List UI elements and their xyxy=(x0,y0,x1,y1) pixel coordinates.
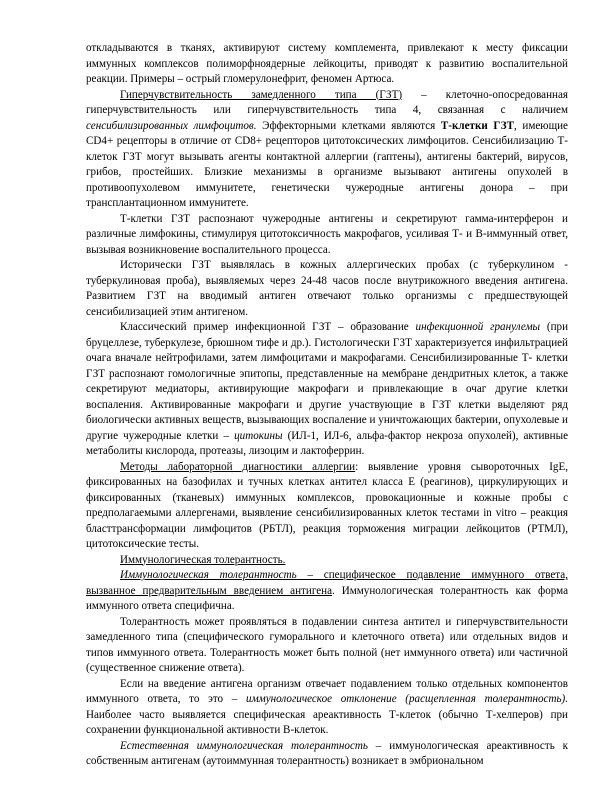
body-paragraph xyxy=(86,88,568,212)
body-paragraph xyxy=(86,739,568,770)
text-run: . Иммунологическая толерантность как форма иммунного ответа специфична. xyxy=(86,584,568,612)
text-run: иммунологическое отклонение (расщепленная толерантность). xyxy=(246,693,568,705)
body-paragraph xyxy=(86,258,568,320)
text-run: Иммунологическая толерантность. xyxy=(120,553,286,566)
text-run: цитокины xyxy=(234,429,283,442)
text-run: Исторически ГЗТ выявлялась в кожных аллергических пробах (с туберкулином - туберкулиновая проба), выявляемых через 24-48 часов после внутрикожного введения антигена. Развитием ГЗТ на вводимый антиген отвечают только организмы с предшествующей сенсибилизацией этим антигеном. xyxy=(86,259,568,318)
text-run: – специфическое подавление иммунного ответа, вызванное предварительным введением антигена xyxy=(86,569,568,597)
text-run: откладываются в тканях, активируют систему комплемента, привлекают к месту фиксации иммунных комплексов полиморфноядерные лейкоциты, приводят к развитию воспалительной реакции. Примеры – острый гломерулонефрит, феномен Артюса. xyxy=(86,42,568,85)
body-paragraph xyxy=(86,212,568,259)
text-run: Гиперчувствительность замедленного типа (ГЗТ) xyxy=(120,88,403,101)
text-run: сенсибилизированных лимфоцитов. xyxy=(86,119,257,132)
body-paragraph xyxy=(86,568,568,615)
text-run: Классический пример инфекционной ГЗТ – образование xyxy=(120,321,416,333)
text-run: , имеющие CD4+ рецепторы в отличие от CD8+ рецепторов цитотоксических лимфоцитов. Сенсибилизацию Т-клеток ГЗТ могут вызывать агенты контактной аллергии (гаптены), антигены бактерий, вирусов, грибов, простейших. Близкие механизмы в организме вызывают антигены опухолей в противоопухолевом иммунитете, генетически чужеродные антигены донора – при трансплантационном иммунитете. xyxy=(86,119,568,209)
body-paragraph xyxy=(86,41,568,88)
text-run: Т-клетки ГЗТ распознают чужеродные антигены и секретируют гамма-интерферон и различные лимфокины, стимулируя цитотоксичность макрофагов, усиливая Т- и В-иммунный ответ, вызывая возникновение воспалительного процесса. xyxy=(86,212,568,256)
text-run: Если на введение антигена организм отвечает подавлением только отдельных компонентов иммунного ответа, то это – xyxy=(86,677,568,705)
text-run: Естественная иммунологическая толерантность xyxy=(120,739,368,752)
text-run: Эффекторными клетками являются xyxy=(256,119,441,132)
document-page xyxy=(86,41,568,770)
text-run: Иммунологическая толерантность xyxy=(120,569,297,581)
text-run: Наиболее часто выявляется специфическая ареактивность Т-клеток (обычно Т-хелперов) при сохранении функциональной активности В-клеток. xyxy=(86,708,568,736)
body-paragraph xyxy=(86,460,568,553)
text-run: Т-клетки ГЗТ xyxy=(440,119,514,132)
text-run: : выявление уровня сывороточных IgE, фиксированных на базофилах и тучных клетках антител класса Е (реагинов), циркулирующих и фиксированных (тканевых) иммунных комплексов, провокационные и кожные пробы с предполагаемыми аллергенами, выявление сенсибилизированных клеток тестами in vitro – реакция бласттрансформации лимфоцитов (РБТЛ), реакция торможения миграции лейкоцитов (РТМЛ), цитотоксические тесты. xyxy=(86,460,568,550)
body-paragraph xyxy=(86,320,568,460)
body-paragraph xyxy=(86,553,568,569)
text-run: (при бруцеллезе, туберкулезе, брюшном тифе и др.). Гистологически ГЗТ характеризуется инфильтрацией очага вначале нейтрофилами, затем лимфоцитами и макрофагами. Сенсибилизированные Т- клетки ГЗТ распознают гомологичные эпитопы, представленные на мембране дендритных клеток, а также секретируют медиаторы, активирующие макрофаги и привлекающие в очаг другие клетки воспаления. Активированные макрофаги и другие участвующие в ГЗТ клетки выделяют ряд биологически активных веществ, вызывающих воспаление и уничтожающих бактерии, опухолевые и другие чужеродные клетки – xyxy=(86,321,569,442)
text-run: – иммунологическая ареактивность к собственным антигенам (аутоиммунная толерантность) возникает в эмбриональном xyxy=(86,739,568,767)
text-run: инфекционной гранулемы xyxy=(415,321,541,333)
text-run: (ИЛ-1, ИЛ-6, альфа-фактор некроза опухолей), активные метаболиты кислорода, протеазы, лизоцим и лактоферрин. xyxy=(86,429,568,457)
text-run: Методы лабораторной диагностики аллергии xyxy=(120,460,356,473)
body-paragraph xyxy=(86,615,568,677)
text-run: – клеточно-опосредованная гиперчувствительность или гиперчувствительность типа 4, связанная с наличием xyxy=(86,88,569,116)
text-run: Толерантность может проявляться в подавлении синтеза антител и гиперчувствительности замедленного типа (специфического гуморального и клеточного ответа) или отдельных видов и типов иммунного ответа. Толерантность может быть полной (нет иммунного ответа) или частичной (существенное снижение ответа). xyxy=(86,615,568,674)
body-paragraph xyxy=(86,677,568,739)
